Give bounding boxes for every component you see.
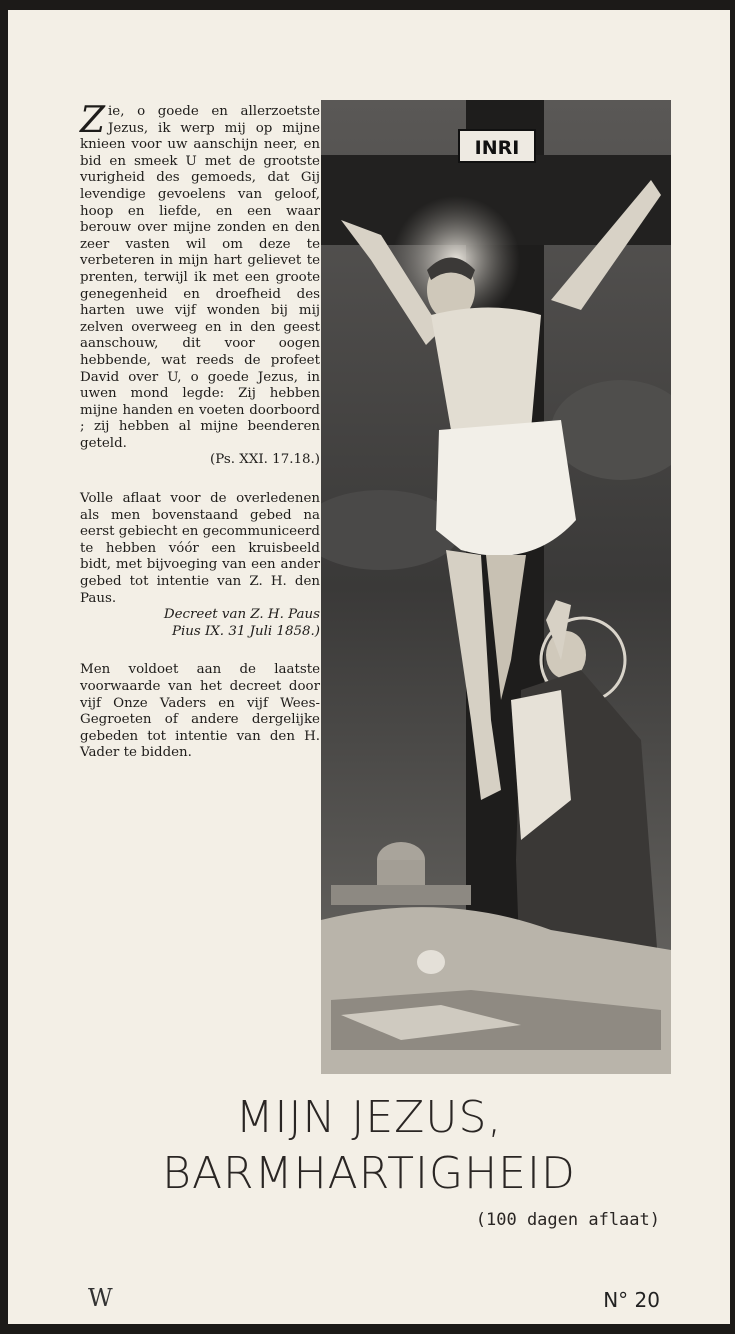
indulgence-paragraph: Volle aflaat voor de overledenen als men bovenstaand gebed na eerst gebiecht en gecommuniceerd te hebben vóór een kruisbeeld bidt, met bijvoeging van een ander gebed tot intentie van Z. H. den Paus. <box>80 491 320 606</box>
decree-reference-line1: Decreet van Z. H. Paus <box>163 607 320 623</box>
psalm-reference: (Ps. XXI. 17.18.) <box>210 452 320 468</box>
drop-cap: Z <box>80 100 106 141</box>
prayer-body: ie, o goede en allerzoetste Jezus, ik werp mij op mijne knieen voor uw aanschijn neer, en bid en smeek U met de grootste vurigheid des gemoeds, dat Gij levendige gevoelens van geloof, hoop en liefde, en een waar berouw over mijne zonden en den zeer vasten wil om deze te verbeteren in mijn hart gelievet te prenten, terwijl ik met een groote genegenheid en droefheid des harten uwe vijf wonden bij mij zelven overweeg en in den geest aanschouw, dit voor oogen hebbende, wat reeds de profeet David over U, o goede Jezus, in uwen mond legde: Zij hebben mijne handen en voeten doorboord ; zij hebben al mijne beenderen geteld. <box>80 104 320 451</box>
indulgence-note: (100 dagen aflaat) <box>475 1210 660 1230</box>
publisher-monogram: W <box>88 1284 113 1312</box>
skull <box>417 950 445 974</box>
card-number: N° 20 <box>603 1288 660 1312</box>
prayer-text-column <box>80 100 320 762</box>
card-title-line2: BARMHARTIGHEID <box>162 1148 576 1199</box>
prayer-card <box>8 10 730 1324</box>
crucifixion-illustration <box>321 100 671 1074</box>
inri-inscription: INRI <box>474 137 520 159</box>
decree-reference-line2: Pius IX. 31 Juli 1858.) <box>171 623 320 639</box>
prayer-paragraph <box>80 100 320 452</box>
crucifixion-image <box>321 100 671 1074</box>
loincloth <box>436 420 576 556</box>
condition-paragraph: Men voldoet aan de laatste voorwaarde van het decreet door vijf Onze Vaders en vijf Wees-Gegroeten of andere dergelijke gebeden tot intentie van den H. Vader te bidden. <box>80 662 320 761</box>
card-title-line1: MIJN JEZUS, <box>235 1092 503 1143</box>
